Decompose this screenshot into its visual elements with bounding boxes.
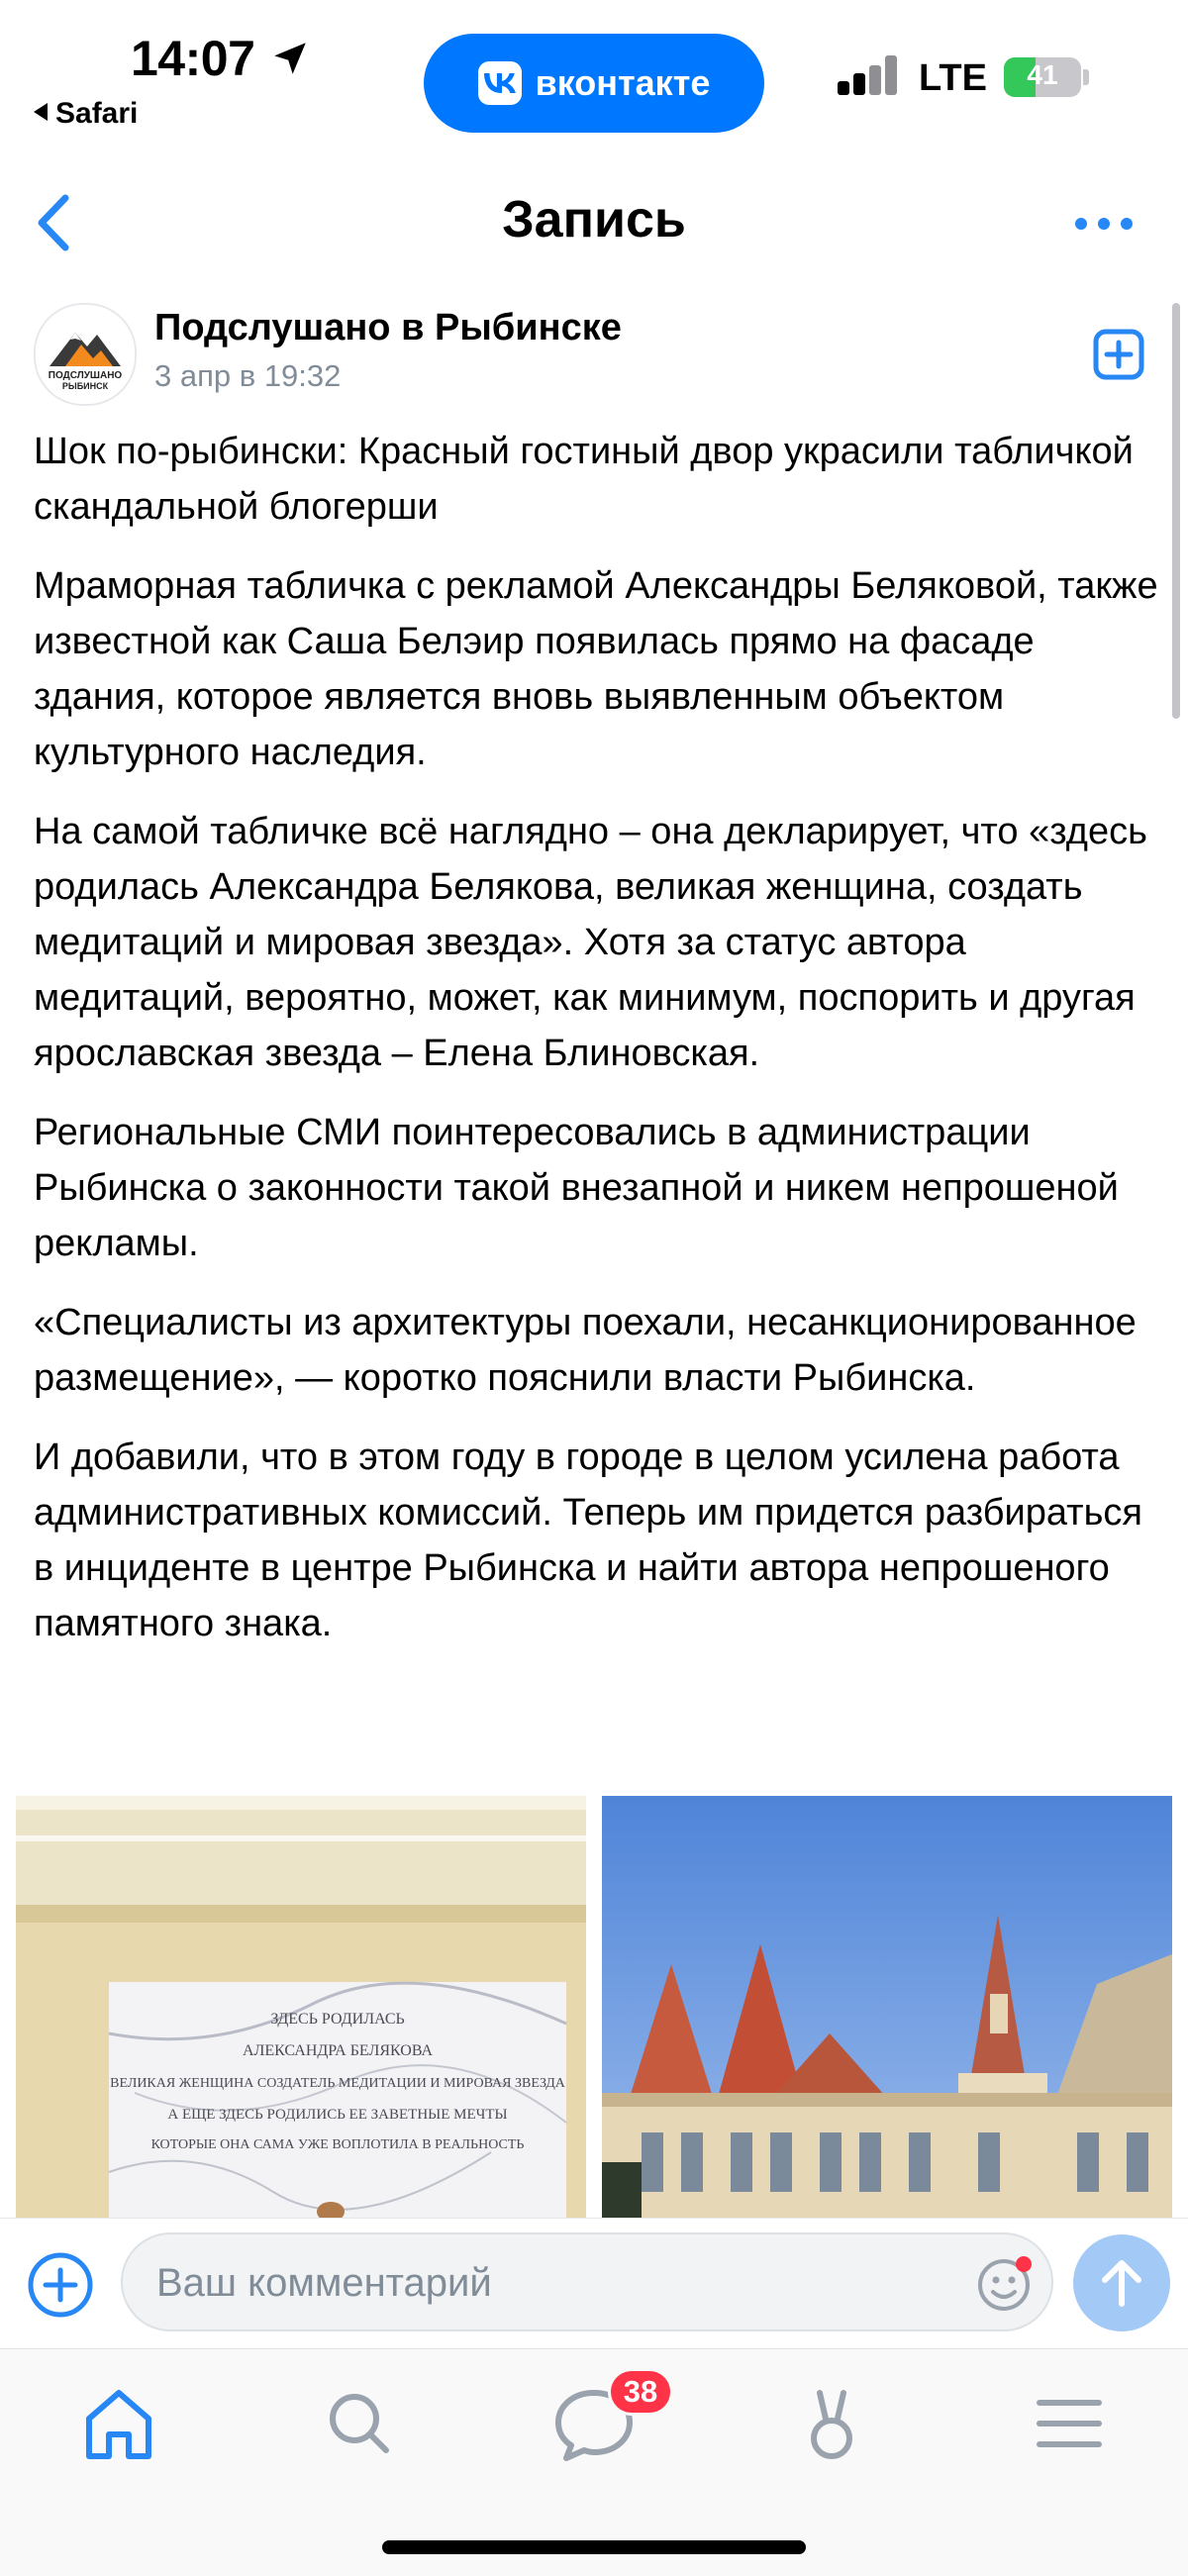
plaque-line-4: А ЕЩЕ ЗДЕСЬ РОДИЛИСЬ ЕЕ ЗАВЕТНЫЕ МЕЧТЫ	[167, 2107, 508, 2123]
location-arrow-icon	[269, 38, 311, 79]
signal-icon	[838, 55, 899, 95]
plus-circle-icon[interactable]	[26, 2250, 95, 2320]
post-paragraph: На самой табличке всё наглядно – она декларирует, что «здесь родилась Александра Белякова, великая женщина, создать медитаций и мировая звезда». Хотя за статус автора медитаций, вероятно, может, как минимум, поспорить и другая ярославская звезда – Елена Блиновская.	[34, 811, 1147, 1074]
home-indicator[interactable]	[382, 2540, 806, 2554]
vk-logo-icon	[478, 61, 522, 105]
emoji-icon[interactable]	[974, 2252, 1036, 2314]
comment-input[interactable]	[154, 2254, 970, 2312]
post-photo-building[interactable]	[602, 1796, 1172, 2222]
add-square-icon[interactable]	[1093, 329, 1144, 380]
group-avatar[interactable]	[34, 303, 137, 406]
plaque-line-2: АЛЕКСАНДРА БЕЛЯКОВА	[242, 2042, 434, 2059]
post-text	[34, 424, 1162, 1675]
scroll-indicator[interactable]	[1172, 303, 1180, 719]
plaque-line-5: КОТОРЫЕ ОНА САМА УЖЕ ВОПЛОТИЛА В РЕАЛЬНОСТЬ	[150, 2137, 525, 2152]
send-arrow-icon	[1073, 2234, 1170, 2331]
avatar-line-2: РЫБИНСК	[61, 381, 109, 391]
back-app-label: Safari	[55, 97, 139, 130]
post-photo-plaque[interactable]	[16, 1796, 586, 2222]
comment-field[interactable]	[121, 2232, 1053, 2331]
nav-bar	[0, 168, 1188, 277]
messages-badge: 38	[608, 2368, 673, 2416]
back-to-app-link[interactable]	[34, 97, 138, 131]
post-paragraph: Мраморная табличка с рекламой Александры Беляковой, также известной как Саша Белэир появилась прямо на фасаде здания, которое является вновь выявленным объектом культурного наследия.	[34, 565, 1158, 773]
send-button[interactable]	[1073, 2234, 1170, 2331]
post-paragraph: Шок по-рыбински: Красный гостиный двор украсили табличкой скандальной блогерши	[34, 431, 1134, 528]
open-vk-button[interactable]	[424, 34, 764, 133]
open-vk-label: вконтакте	[535, 62, 711, 103]
back-triangle-icon	[34, 103, 48, 121]
page-title: Запись	[502, 191, 686, 248]
menu-icon[interactable]	[1022, 2379, 1117, 2468]
group-avatar-image	[36, 305, 135, 404]
post-paragraph: «Специалисты из архитектуры поехали, несанкционированное размещение», — коротко пояснили власти Рыбинска.	[34, 1302, 1137, 1399]
network-type: LTE	[919, 57, 987, 99]
more-dots-icon[interactable]	[1069, 198, 1138, 248]
vk-glyph	[484, 72, 516, 94]
post-paragraph: И добавили, что в этом году в городе в целом усилена работа административных комиссий. Теперь им придется разбираться в инциденте в центре Рыбинска и найти автора непрошеного памятного знака.	[34, 1437, 1142, 1644]
post-author[interactable]: Подслушано в Рыбинске	[154, 307, 622, 348]
plaque-line-1: ЗДЕСЬ РОДИЛАСЬ	[270, 2011, 405, 2028]
building-photo-image	[602, 1796, 1172, 2222]
post-date[interactable]: 3 апр в 19:32	[154, 358, 342, 393]
clips-icon[interactable]	[784, 2379, 879, 2468]
post-paragraph: Региональные СМИ поинтересовались в администрации Рыбинска о законности такой внезапной и никем непрошеной рекламы.	[34, 1112, 1119, 1264]
avatar-line-1: ПОДСЛУШАНО	[48, 370, 123, 381]
search-icon[interactable]	[311, 2379, 406, 2468]
home-icon[interactable]	[71, 2379, 166, 2468]
plaque-photo-image	[16, 1796, 586, 2222]
battery-tip	[1083, 69, 1089, 85]
status-time: 14:07	[131, 31, 255, 86]
comment-bar	[0, 2218, 1188, 2347]
plaque-line-3: ВЕЛИКАЯ ЖЕНЩИНА СОЗДАТЕЛЬ МЕДИТАЦИИ И МИРОВАЯ ЗВЕЗДА	[110, 2076, 565, 2091]
status-bar	[0, 0, 1188, 158]
battery-percent: 41	[1027, 59, 1058, 90]
battery-icon	[1004, 57, 1081, 97]
